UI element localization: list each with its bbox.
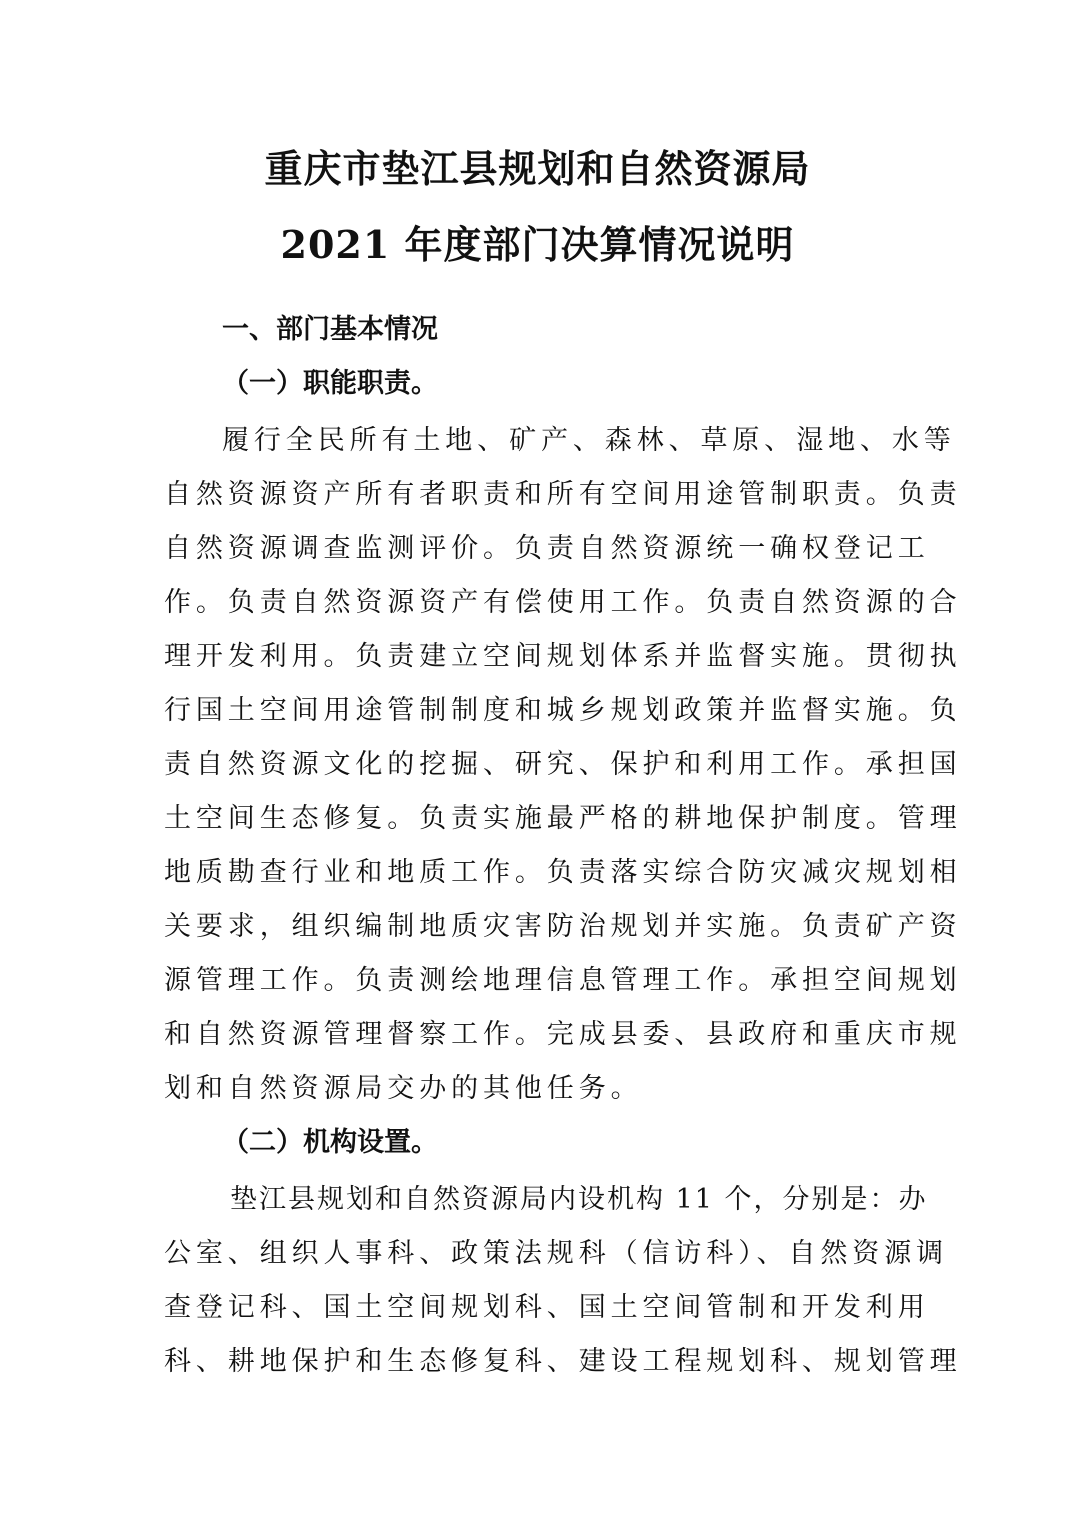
duties-line: 作。负责自然资源资产有偿使用工作。负责自然资源的合 — [164, 587, 962, 618]
duties-line: 责自然资源文化的挖掘、研究、保护和利用工作。承担国 — [164, 749, 962, 780]
duties-line: 行国土空间用途管制制度和城乡规划政策并监督实施。负 — [164, 695, 962, 726]
subsection-heading-org: （二）机构设置。 — [222, 1127, 438, 1158]
document-title-line1: 重庆市垫江县规划和自然资源局 — [264, 146, 811, 191]
duties-line: 自然资源资产所有者职责和所有空间用途管制职责。负责 — [164, 479, 962, 510]
duties-line: 源管理工作。负责测绘地理信息管理工作。承担空间规划 — [164, 965, 962, 996]
duties-line: 土空间生态修复。负责实施最严格的耕地保护制度。管理 — [164, 803, 962, 834]
duties-line: 自然资源调查监测评价。负责自然资源统一确权登记工 — [164, 533, 930, 564]
org-line: 查登记科、国土空间规划科、国土空间管制和开发利用 — [164, 1292, 930, 1323]
org-line: 垫江县规划和自然资源局内设机构 11 个，分别是：办 — [230, 1184, 928, 1215]
document-title-line2: 2021 年度部门决算情况说明 — [280, 222, 795, 267]
org-line: 科、耕地保护和生态修复科、建设工程规划科、规划管理 — [164, 1346, 962, 1377]
duties-line: 和自然资源管理督察工作。完成县委、县政府和重庆市规 — [164, 1019, 962, 1050]
duties-line: 划和自然资源局交办的其他任务。 — [164, 1073, 643, 1104]
duties-line: 地质勘查行业和地质工作。负责落实综合防灾减灾规划相 — [164, 857, 962, 888]
duties-line: 关要求，组织编制地质灾害防治规划并实施。负责矿产资 — [164, 911, 962, 942]
duties-line: 履行全民所有土地、矿产、森林、草原、湿地、水等 — [222, 425, 956, 456]
org-line: 公室、组织人事科、政策法规科（信访科）、自然资源调 — [164, 1238, 948, 1269]
section-heading: 一、部门基本情况 — [222, 314, 438, 345]
duties-line: 理开发利用。负责建立空间规划体系并监督实施。贯彻执 — [164, 641, 962, 672]
subsection-heading-duties: （一）职能职责。 — [222, 368, 438, 399]
